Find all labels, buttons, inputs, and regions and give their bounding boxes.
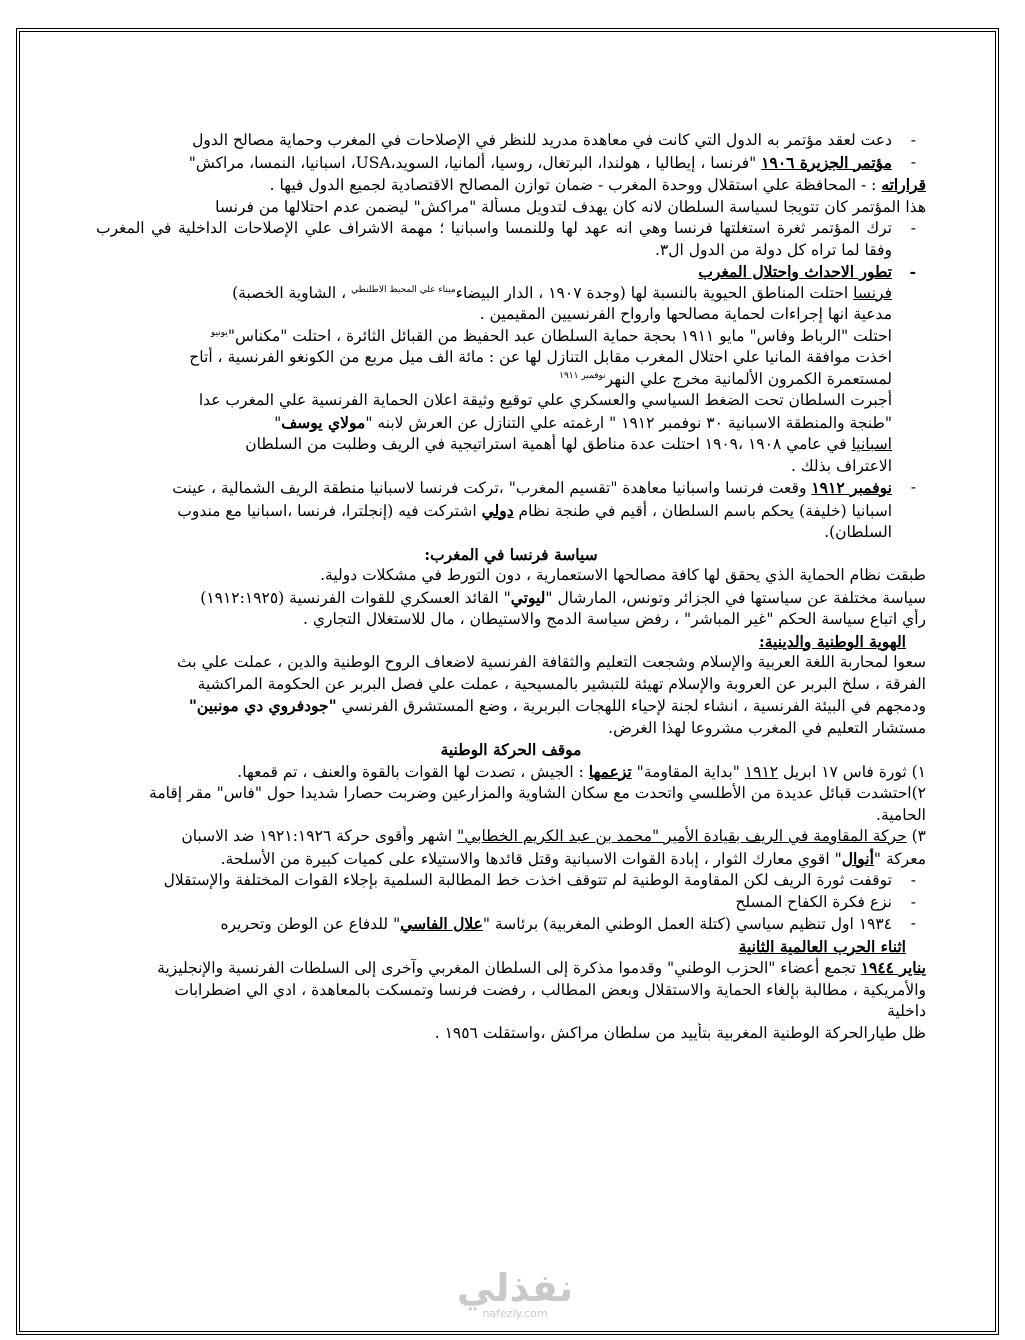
resistance-sub3 — [96, 913, 926, 936]
identity-l1: سعوا لمحاربة اللغة العربية والإسلام وشجعت التعليم والثقافة الفرنسية لاضعاف الروح الوطنية والدين ، عملت علي بث — [177, 653, 926, 671]
tangier-paragraph: - ترك المؤتمر ثغرة استغلتها فرنسا وهي انه عهد لها وللنمسا واسبانيا ؛ مهمة الاشراف علي الإصلاحات الداخلية في المغرب وفقا لما تراه كل دولة من الدول ال٣. — [96, 218, 926, 261]
sub3-b: " للدفاع عن الوطن وتحريره — [220, 915, 401, 933]
decisions-label: قراراته — [881, 175, 926, 194]
algeciras-line — [96, 152, 926, 175]
ww2-a-text: تجمع أعضاء "الحزب الوطني" وقدموا مذكرة إلى السلطان المغربي وآخرى إلى السلطات الفرنسية والإنجليزية — [157, 959, 861, 977]
events-p3-sup: نوفمبر ١٩١١ — [559, 370, 606, 381]
nov1912-line-b — [96, 500, 926, 523]
rif-resistance-label: حركة المقاومة في الريف بقيادة الأمير "محمد بن عبد الكريم الخطابي" — [457, 827, 907, 845]
policy-l2-b: " القائد العسكري للقوات الفرنسية (١٩١٢:١٩٢٥) — [200, 588, 511, 607]
resistance-r3-b — [96, 848, 926, 871]
orientalist-name: "جودفروي دي مونبين" — [188, 696, 337, 715]
france-label: فرنسا — [853, 283, 892, 302]
identity-title: الهوية الوطنية والدينية: — [759, 631, 906, 651]
ww2-c: داخلية — [887, 1002, 926, 1020]
resistance-r2-b: الحامية. — [876, 805, 926, 824]
r1-year: ١٩١٢ — [744, 762, 779, 781]
r3-a1: ٣) — [906, 827, 926, 845]
events-p4-b: "طنجة والمنطقة الاسبانية ٣٠ نوفمبر ١٩١٢ " ارغمته علي التنازل عن العرش لابنه " — [365, 413, 892, 432]
resistance-r1 — [96, 761, 926, 784]
algeciras-text: "فرنسا ، إيطاليا ، هولندا، البرتغال، روسيا، ألمانيا، السويد،USA، اسبانيا، النمسا، مراكش" — [188, 153, 762, 172]
r1-a: ١) ثورة فاس ١٧ ابريل — [778, 762, 926, 781]
moulay-youssef-name: مولاي يوسف — [281, 412, 366, 432]
resistance-sub2: - نزع فكرة الكفاح المسلح — [96, 892, 926, 914]
events-p3-a: اخذت موافقة المانيا علي احتلال المغرب مقابل التنازل لها عن : مائة الف ميل مربع من الكونغو الفرنسية ، أتاح — [189, 348, 892, 366]
conference-line: هذا المؤتمر كان تتويجا لسياسة السلطان لانه كان يهدف لتدويل مسألة "مراكش" ليضمن عدم احتلالها من فرنسا — [215, 197, 926, 216]
spain-label: اسبانيا — [851, 435, 892, 453]
policy-l2-a: سياسة مختلفة عن سياستها في الجزائر وتونس، المارشال " — [545, 588, 926, 607]
events-p1-a: احتلت المناطق الحيوية بالنسبة لها (وجدة ١٩٠٧ ، الدار البيضاء — [455, 283, 854, 302]
events-p1-b: ، الشاوية الخصبة) — [232, 283, 352, 302]
events-p5-a: في عامي ١٩٠٨ ،١٩٠٩ احتلت عدة مناطق لها أهمية استراتيجية في الريف وطلبت من السلطان — [245, 435, 852, 453]
events-p4-c: " — [274, 413, 282, 432]
identity-l3-a: ودمجهم في البيئة الفرنسية ، انشاء لجنة لإحياء اللهجات البربرية ، وضع المستشرق الفرنسي — [336, 697, 926, 715]
anwal-name: أنوال — [841, 848, 874, 868]
nov1912-label: نوفمبر ١٩١٢ — [811, 478, 892, 497]
events-p2-sup: يونيو — [210, 327, 228, 338]
decisions-text: : - المحافظة علي استقلال ووحدة المغرب - ضمان توازن المصالح الاقتصادية لجميع الدول فيها . — [269, 176, 882, 194]
events-p4 — [96, 412, 926, 435]
lyautey-name: ليوتي — [510, 587, 546, 607]
ww2-title: اثناء الحرب العالمية الثانية — [738, 936, 906, 956]
resistance-r3-a — [96, 826, 926, 848]
r1-label: تزعمها — [588, 761, 632, 781]
policy-l2 — [96, 587, 926, 610]
algeciras-title: مؤتمر الجزيرة ١٩٠٦ — [761, 152, 892, 172]
events-p1-sup: ميناء علي المحيط الاطلنطي — [351, 284, 456, 295]
r3-b1: معركة " — [873, 849, 926, 868]
allal-fassi-name: علال الفاسي — [400, 914, 483, 933]
decisions-line — [96, 174, 926, 197]
nov1912-line-a — [96, 477, 926, 500]
r3-a2: اشهر وأقوى حركة ١٩٢١:١٩٢٦ ضد الاسبان — [181, 827, 458, 845]
policy-l3: رأي اتباع سياسة الحكم "غير المباشر" ، رفض سياسة الدمج والاستيطان ، مال للاستغلال التجاري . — [303, 610, 926, 628]
events-p3 — [96, 369, 926, 391]
sub3-a: ١٩٣٤ اول تنظيم سياسي (كتلة العمل الوطني المغربية) برئاسة " — [482, 915, 892, 933]
events-p2-a: احتلت "الرباط وفاس" مايو ١٩١١ بحجة حماية السلطان عبد الحفيظ من القبائل الثائرة ، احتلت "مكناس" — [227, 326, 892, 345]
events-p2 — [96, 326, 926, 348]
events-p5-b: الاعتراف بذلك . — [790, 456, 892, 475]
nov1912-line-c: السلطان). — [824, 523, 892, 541]
ww2-label: يناير ١٩٤٤ — [860, 958, 926, 977]
identity-l2: الفرقة ، سلخ البربر عن العروبة والإسلام تهيئة للتبشير بالمسيحية ، عملت علي فصل البربر عن الحكومة المراكشية — [197, 674, 926, 693]
policy-l1: طبقت نظام الحماية الذي يحقق لها كافة مصالحها الاستعمارية ، دون التورط في مشكلات دولية. — [320, 566, 926, 584]
r1-c: : الجيش ، تصدت لها القوات بالقوة والعنف ، تم قمعها. — [237, 762, 589, 781]
nov1912-a: وقعت فرنسا واسبانيا معاهدة "تقسيم المغرب" ،تركت فرنسا لاسبانيا منطقة الريف الشمالية ، عينت — [172, 479, 812, 497]
resistance-sub1: - توقفت ثورة الريف لكن المقاومة الوطنية لم تتوقف اخذت خط المطالبة السلمية بإجلاء القوات المختلفة والإستقلال — [96, 870, 926, 892]
ww2-d: ظل طيارالحركة الوطنية المغربية بتأييد من سلطان مراكش ،واستقلت ١٩٥٦ . — [434, 1023, 926, 1042]
nov1912-b2: اشتركت فيه (إنجلترا، فرنسا ،اسبانيا مع مندوب — [177, 501, 482, 520]
watermark-url: nafezly.com — [482, 1307, 548, 1320]
nafezly-watermark — [440, 1268, 590, 1320]
identity-l3 — [96, 695, 926, 718]
intro-line: - دعت لعقد مؤتمر به الدول التي كانت في معاهدة مدريد للنظر في الإصلاحات في المغرب وحماية مصالح الدول — [96, 130, 926, 152]
identity-l4: مستشار التعليم في المغرب مشروعا لهذا الغرض. — [608, 718, 926, 737]
policy-title: سياسة فرنسا في المغرب: — [424, 544, 598, 564]
resistance-title: موقف الحركة الوطنية — [440, 740, 582, 759]
events-p4-a: أجبرت السلطان تحت الضغط السياسي والعسكري علي توقيع وثيقة اعلان الحماية الفرنسية علي المغرب عدا — [198, 391, 892, 409]
nov1912-b1: اسبانيا (خليفة) يحكم باسم السلطان ، أقيم في طنجة نظام — [513, 501, 892, 520]
events-p5 — [96, 434, 926, 456]
r3-b2: " اقوي معارك الثوار ، إبادة القوات الاسبانية وقتل قائدها والاستيلاء على كميات كبيرة من الأسلحة. — [220, 849, 842, 868]
ww2-a — [96, 957, 926, 980]
events-p1-c: مدعية انها إجراءات لحماية مصالحها وارواح الفرنسيين المقيمين . — [479, 305, 892, 323]
ww2-b: والأمريكية ، مطالبة بإلغاء الحماية والاستقلال وبعض المطالب ، رفضت فرنسا وتمسكت بالمعاهدة ، ادي الي اضطرابات — [174, 980, 926, 999]
events-title: - تطور الاحداث واحتلال المغرب — [96, 261, 926, 283]
resistance-r2-a: ٢)احتشدت قبائل عديدة من الأطلسي واتحدت مع سكان الشاوية والمزارعين وضربت حصارا شديدا حول "فاس" مقر إقامة — [149, 784, 926, 802]
international-label: دولي — [481, 500, 514, 520]
document-body — [96, 130, 926, 1044]
events-p1 — [96, 283, 926, 305]
watermark-logo: نفذلي — [456, 1266, 574, 1310]
events-p3-b: لمستعمرة الكمرون الألمانية مخرج علي النهر — [605, 369, 892, 388]
r1-b: "بداية المقاومة" — [631, 762, 745, 781]
